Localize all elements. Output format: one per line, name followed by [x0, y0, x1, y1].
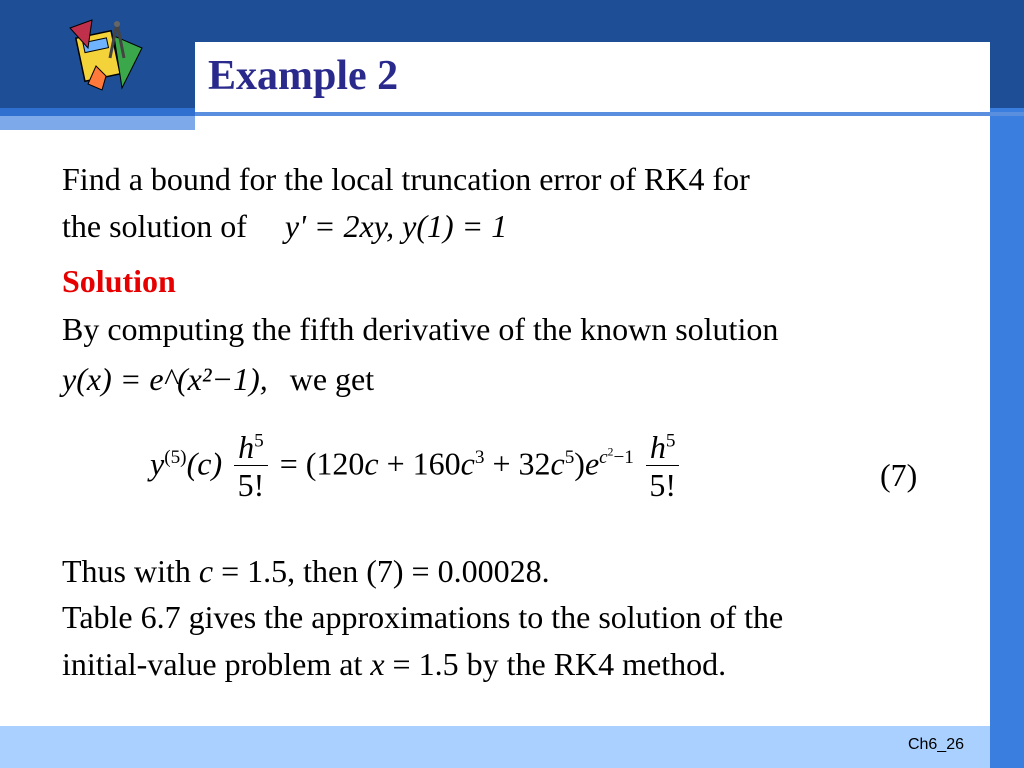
right-sidebar-bar — [990, 108, 1024, 768]
title-underline — [195, 112, 1024, 116]
header-accent-strip-light — [0, 116, 195, 130]
body-line-4 — [62, 548, 550, 595]
intro-line-2 — [62, 203, 507, 250]
intro-line-2-text: the solution of — [62, 208, 247, 244]
equation-label: (7) — [880, 457, 918, 493]
footer-band — [0, 726, 990, 768]
solution-heading: Solution — [62, 263, 176, 299]
ode-equation: y' = 2xy, y(1) = 1 — [284, 208, 508, 244]
intro-line-1: Find a bound for the local truncation error of RK4 for — [62, 161, 750, 197]
body-line-3: By computing the fifth derivative of the known solution — [62, 311, 779, 347]
error-bound-equation: $y^{(5)}(c)$ $\frac{h^5}{5!}$ = $(120c + 160c^3 + 32c^5)e^{c^2-1}$ $\frac{h^5}{5!}$ — [150, 430, 683, 505]
we-get-text: we get — [289, 361, 375, 397]
line4-prefix: Thus with — [62, 553, 191, 589]
line6-prefix: initial-value problem at — [62, 646, 363, 682]
line6-suffix: = 1.5 by the RK4 method. — [392, 646, 727, 682]
line6-variable: x — [370, 646, 385, 682]
known-solution: y(x) = e^(x²−1), — [62, 361, 268, 397]
line4-suffix: = 1.5, then (7) = 0.00028. — [221, 553, 550, 589]
known-solution-line — [62, 356, 374, 403]
slide-number: Ch6_26 — [907, 736, 964, 753]
body-line-6 — [62, 641, 726, 688]
slide-title: Example 2 — [208, 53, 399, 99]
line4-variable: c — [198, 553, 214, 589]
body-line-5: Table 6.7 gives the approximations to the solution of the — [62, 599, 784, 635]
drafting-tools-logo-icon — [62, 18, 152, 98]
